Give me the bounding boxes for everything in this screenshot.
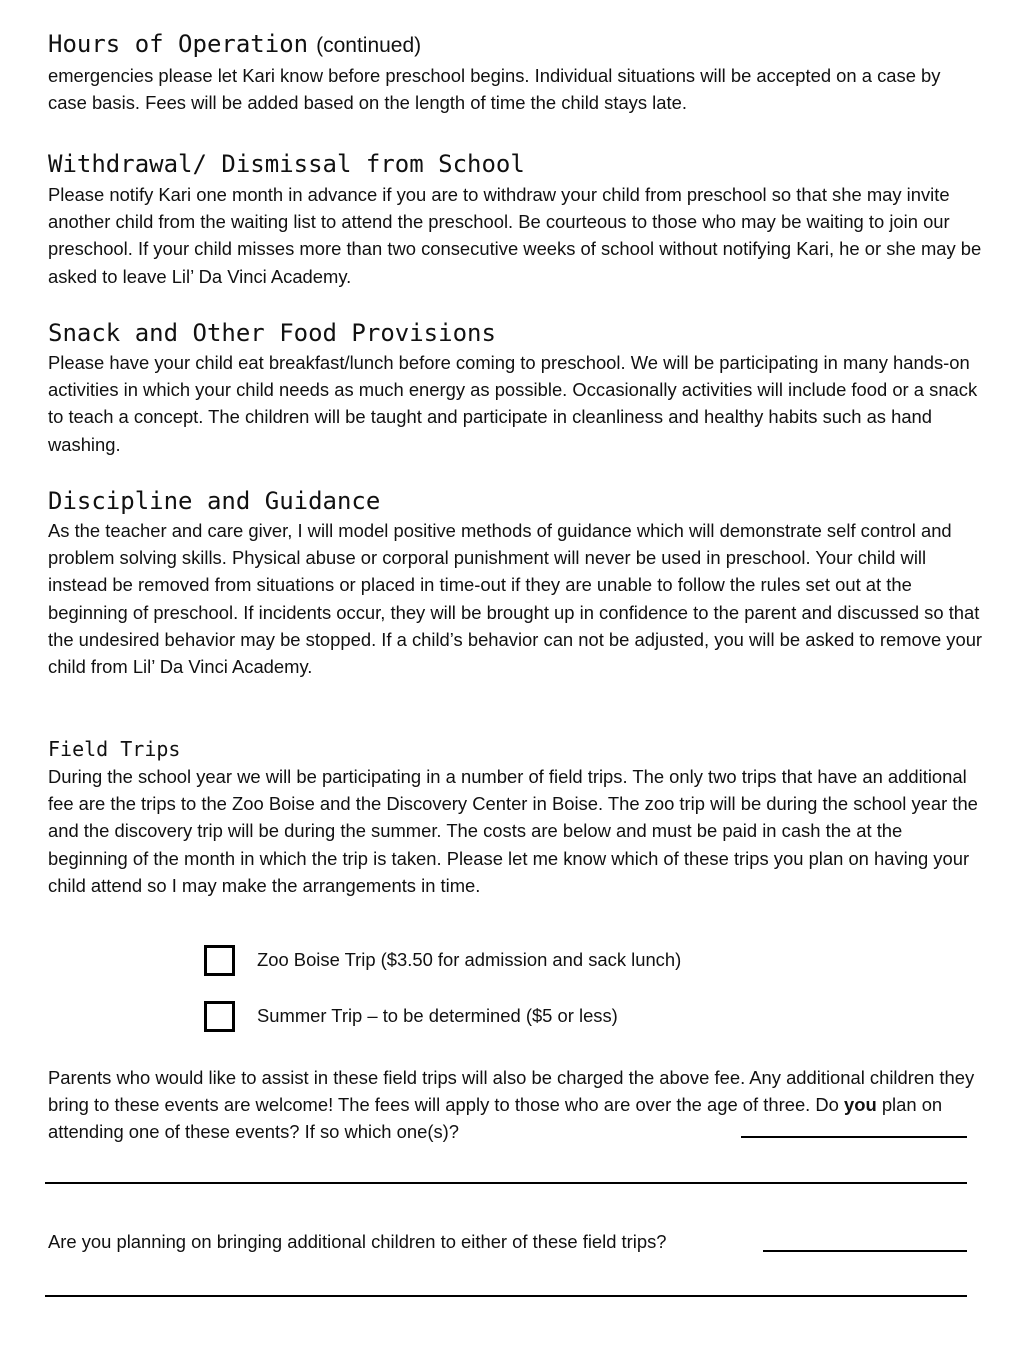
withdrawal-heading: Withdrawal/ Dismissal from School	[48, 150, 525, 178]
parents-text-after: plan on attending one of these events? If so which one(s)?	[48, 1094, 943, 1143]
zoo-trip-checkbox[interactable]	[204, 945, 235, 976]
parents-paragraph	[48, 1064, 983, 1146]
discipline-heading: Discipline and Guidance	[48, 487, 381, 515]
summer-trip-option[interactable]	[204, 997, 618, 1035]
additional-children-answer-line-2[interactable]	[45, 1295, 967, 1297]
summer-trip-label: Summer Trip – to be determined ($5 or less)	[257, 1005, 618, 1026]
parents-text-bold: you	[844, 1094, 877, 1116]
field-trips-heading: Field Trips	[48, 737, 181, 761]
discipline-body: As the teacher and care giver, I will model positive methods of guidance which will demonstrate self control and problem solving skills. Physical abuse or corporal punishment will never be used in preschool. Your child will instead be removed from situations or placed in time-out if they are unable to follow the rules set out at the beginning of preschool. If incidents occur, they will be brought up in confidence to the parent and discussed so that the undesired behavior may be stopped. If a child’s behavior can not be adjusted, you will be asked to remove your child from Lil’ Da Vinci Academy.	[48, 520, 983, 678]
hours-body: emergencies please let Kari know before preschool begins. Individual situations will be accepted on a case by case basis. Fees will be added based on the length of time the child stays late.	[48, 65, 941, 114]
parents-text-before: Parents who would like to assist in these field trips will also be charged the above fee. Any additional children they bring to these events are welcome! The fees will apply to those who are over the age of three. Do	[48, 1067, 975, 1116]
hours-heading	[48, 30, 421, 58]
additional-children-question: Are you planning on bringing additional children to either of these field trips?	[48, 1231, 667, 1252]
additional-children-answer-line[interactable]	[763, 1250, 967, 1252]
attend-answer-line[interactable]	[741, 1136, 967, 1138]
withdrawal-body: Please notify Kari one month in advance if you are to withdraw your child from preschool so that she may invite another child from the waiting list to attend the preschool. Be courteous to those who may be waiting to join our preschool. If your child misses more than two consecutive weeks of school without notifying Kari, he or she may be asked to leave Lil’ Da Vinci Academy.	[48, 184, 982, 287]
hours-title: Hours of Operation	[48, 30, 309, 58]
summer-trip-checkbox[interactable]	[204, 1001, 235, 1032]
zoo-trip-label: Zoo Boise Trip ($3.50 for admission and sack lunch)	[257, 949, 682, 970]
field-trips-body: During the school year we will be participating in a number of field trips. The only two trips that have an additional fee are the trips to the Zoo Boise and the Discovery Center in Boise. The zoo trip will be during the school year the and the discovery trip will be during the summer. The costs are below and must be paid in cash the at the beginning of the month in which the trip is taken. Please let me know which of these trips you plan on having your child attend so I may make the arrangements in time.	[48, 766, 978, 896]
hours-title-suffix: (continued)	[316, 34, 422, 57]
snack-body: Please have your child eat breakfast/lunch before coming to preschool. We will be participating in many hands-on activities in which your child needs as much energy as possible. Occasionally activities will include food or a snack to teach a concept. The children will be taught and participate in cleanliness and healthy habits such as hand washing.	[48, 352, 978, 455]
zoo-trip-option[interactable]	[204, 941, 682, 979]
attend-answer-line-2[interactable]	[45, 1182, 967, 1184]
snack-heading: Snack and Other Food Provisions	[48, 319, 496, 347]
